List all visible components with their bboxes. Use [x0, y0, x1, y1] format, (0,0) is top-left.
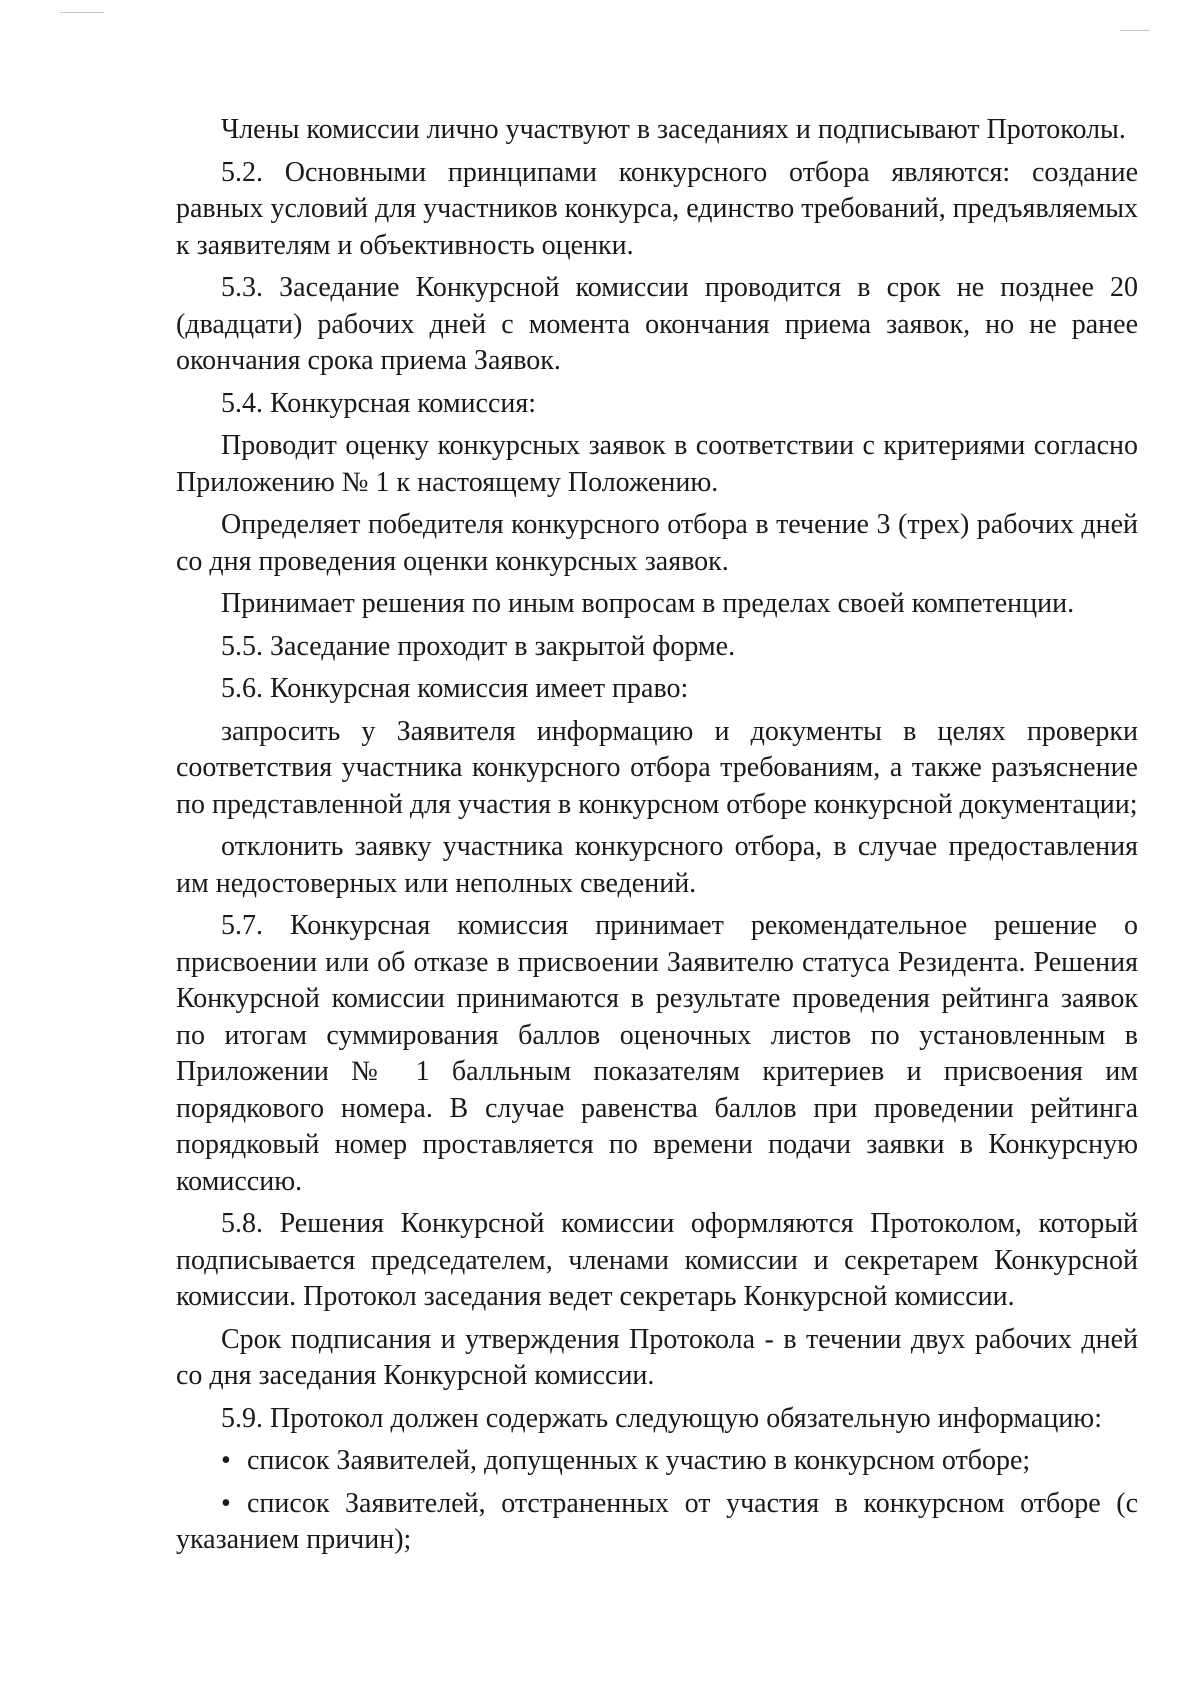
list-item-text: список Заявителей, отстраненных от участия в конкурсном отборе (с указанием причин); [176, 1487, 1138, 1555]
paragraph-5-6: 5.6. Конкурсная комиссия имеет право: [221, 673, 689, 704]
document-page [176, 112, 1138, 1565]
paragraph-5-4: 5.4. Конкурсная комиссия: [221, 387, 537, 419]
paragraph-5-3: 5.3. Заседание Конкурсной комиссии проводится в срок не позднее 20 (двадцати) рабочих дней с момента окончания приема заявок, но не ранее окончания срока приема Заявок. [176, 272, 1138, 376]
paragraph-evaluates-applications: Проводит оценку конкурсных заявок в соответствии с критериями согласно Приложению № 1 к настоящему Положению. [176, 430, 1138, 498]
list-item-text: список Заявителей, допущенных к участию в конкурсном отборе; [247, 1445, 1031, 1476]
paragraph-5-8: 5.8. Решения Конкурсной комиссии оформляются Протоколом, который подписывается председателем, членами комиссии и секретарем Конкурсной комиссии. Протокол заседания ведет секретарь Конкурсной комиссии. [176, 1208, 1138, 1312]
bullet-icon: • [221, 1445, 231, 1476]
paragraph-determines-winner: Определяет победителя конкурсного отбора в течение 3 (трех) рабочих дней со дня проведения оценки конкурсных заявок. [176, 509, 1138, 577]
paragraph-request-information: запросить у Заявителя информацию и документы в целях проверки соответствия участника конкурсного отбора требованиям, а также разъяснение по представленной для участия в конкурсном отборе конкурсной документации; [176, 715, 1138, 820]
paragraph-signing-deadline: Срок подписания и утверждения Протокола - в течении двух рабочих дней со дня заседания Конкурсной комиссии. [176, 1323, 1138, 1391]
paragraph-5-9: 5.9. Протокол должен содержать следующую обязательную информацию: [221, 1402, 1103, 1434]
paragraph-5-5: 5.5. Заседание проходит в закрытой форме. [221, 630, 736, 662]
paragraph-reject-application: отклонить заявку участника конкурсного отбора, в случае предоставления им недостоверных или неполных сведений. [176, 831, 1138, 899]
scan-artifact-top-left [60, 12, 104, 13]
paragraph-members-sign: Члены комиссии лично участвуют в заседаниях и подписывают Протоколы. [221, 114, 1126, 145]
scan-artifact-top-right [1120, 30, 1150, 31]
list-item [176, 1486, 1138, 1559]
list-item [176, 1443, 1138, 1480]
bullet-icon: • [221, 1487, 231, 1519]
paragraph-5-2: 5.2. Основными принципами конкурсного отбора являются: создание равных условий для участников конкурса, единство требований, предъявляемых к заявителям и объективность оценки. [176, 156, 1139, 261]
paragraph-other-decisions: Принимает решения по иным вопросам в пределах своей компетенции. [221, 588, 1075, 619]
paragraph-5-7: 5.7. Конкурсная комиссия принимает рекомендательное решение о присвоении или об отказе в присвоении Заявителю статуса Резидента. Решения Конкурсной комиссии принимаются в результате проведения рейтинга заявок по итогам суммирования баллов оценочных листов по установленным в Приложении № 1 балльным показателям критериев и присвоения им порядкового номера. В случае равенства баллов при проведении рейтинга порядковый номер проставляется по времени подачи заявки в Конкурсную комиссию. [176, 910, 1138, 1197]
